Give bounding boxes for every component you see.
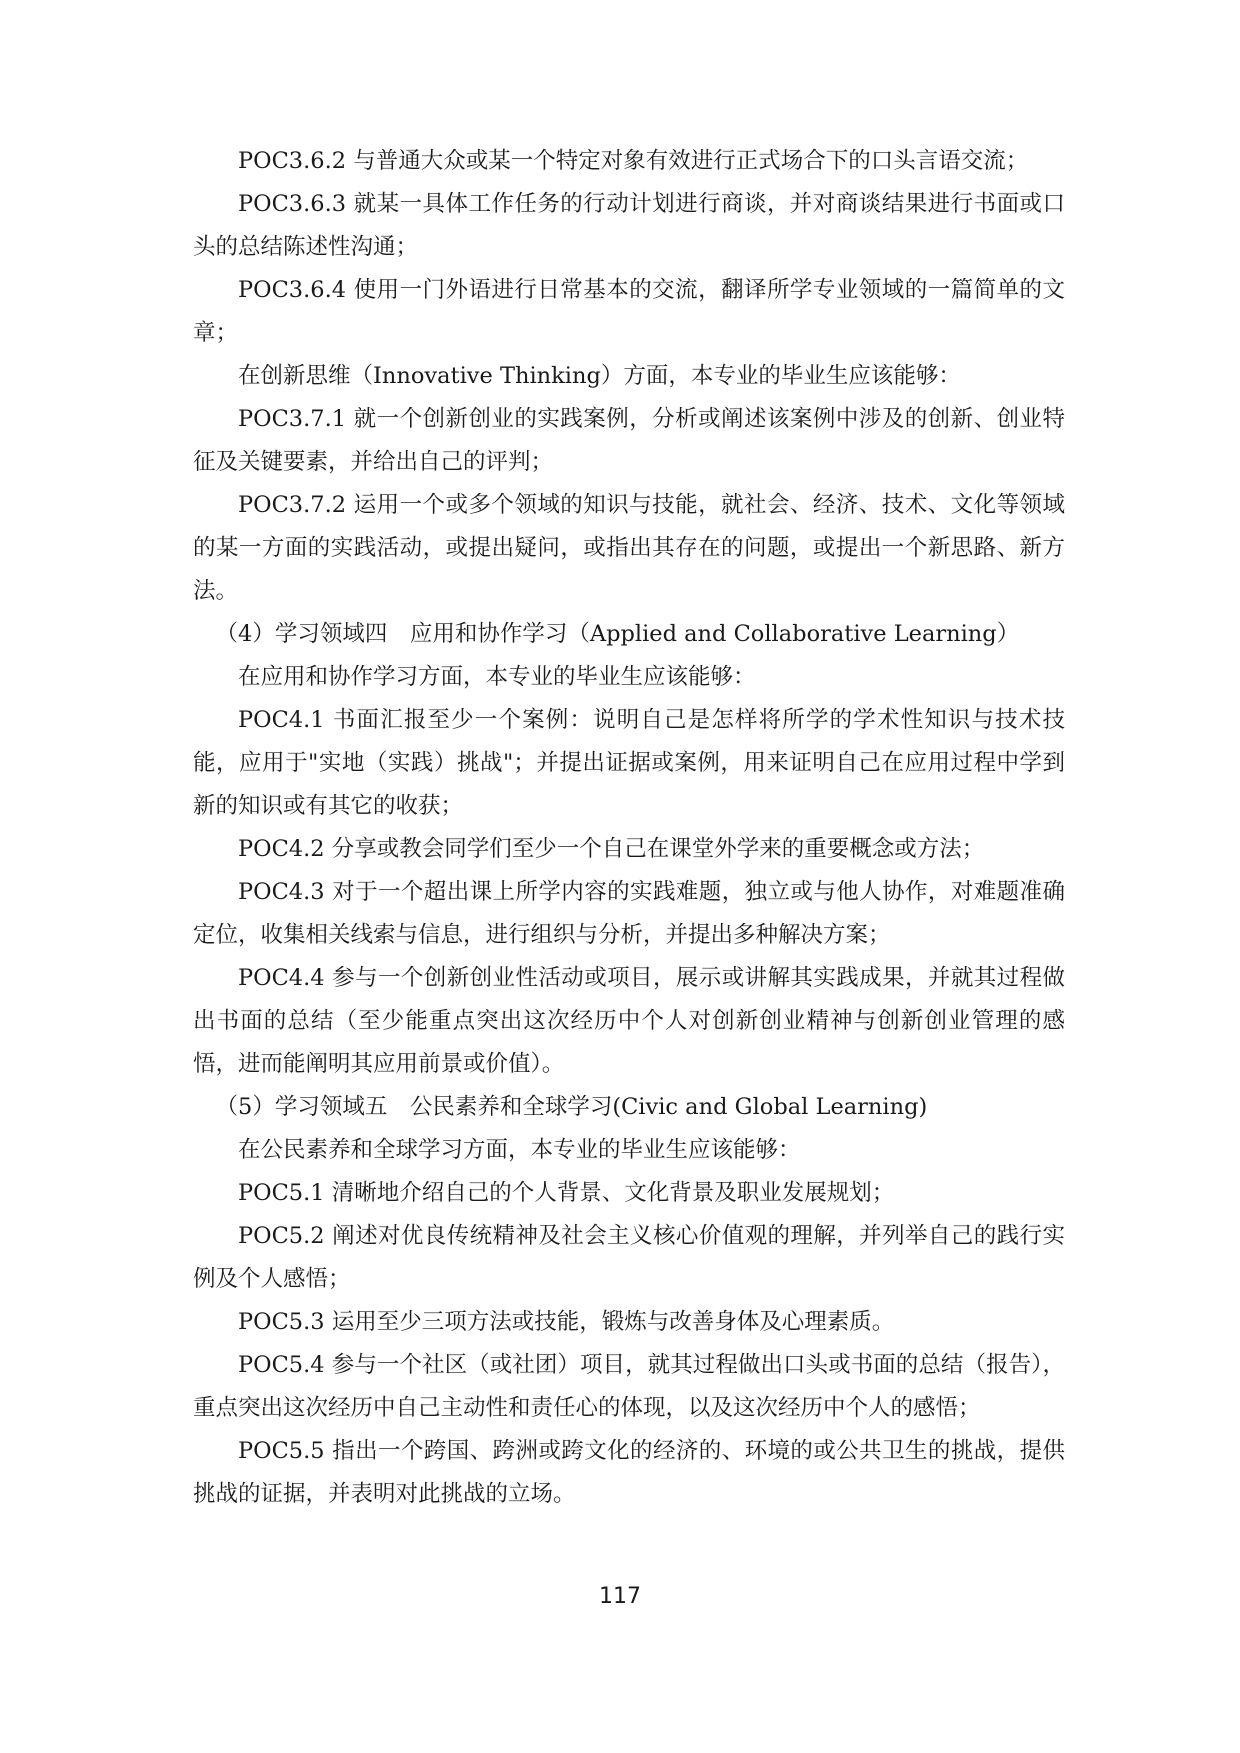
paragraph-poc3-7-2: POC3.7.2 运用一个或多个领域的知识与技能，就社会、经济、技术、文化等领域的某一方面的实践活动，或提出疑问，或指出其存在的问题，或提出一个新思路、新方法。 [193, 492, 1065, 604]
paragraph-poc3-6-2: POC3.6.2 与普通大众或某一个特定对象有效进行正式场合下的口头言语交流； [238, 148, 1029, 174]
paragraph-poc4-4: POC4.4 参与一个创新创业性活动或项目，展示或讲解其实践成果，并就其过程做出书面的总结（至少能重点突出这次经历中个人对创新创业精神与创新创业管理的感悟，进而能阐明其应用前景或价值）。 [193, 965, 1065, 1077]
paragraph-poc4-2: POC4.2 分享或教会同学们至少一个自己在课堂外学来的重要概念或方法； [238, 836, 985, 862]
paragraph-poc4-3: POC4.3 对于一个超出课上所学内容的实践难题，独立或与他人协作，对难题准确定位，收集相关线索与信息，进行组织与分析，并提出多种解决方案； [193, 879, 1065, 948]
paragraph-civic-learning-intro: 在公民素养和全球学习方面，本专业的毕业生应该能够： [238, 1137, 801, 1163]
paragraph-poc5-2: POC5.2 阐述对优良传统精神及社会主义核心价值观的理解，并列举自己的践行实例及个人感悟； [193, 1223, 1065, 1292]
section-heading-4: （4）学习领域四 应用和协作学习（Applied and Collaborative Learning） [215, 621, 1020, 647]
paragraph-innovative-thinking-intro: 在创新思维（Innovative Thinking）方面，本专业的毕业生应该能够： [238, 363, 961, 389]
document-body [193, 140, 1065, 1516]
paragraph-poc5-3: POC5.3 运用至少三项方法或技能，锻炼与改善身体及心理素质。 [238, 1309, 895, 1335]
page-number: 117 [599, 1584, 641, 1609]
paragraph-applied-learning-intro: 在应用和协作学习方面，本专业的毕业生应该能够： [238, 664, 756, 690]
section-heading-5: （5）学习领域五 公民素养和全球学习(Civic and Global Learning) [215, 1094, 928, 1120]
paragraph-poc3-7-1: POC3.7.1 就一个创新创业的实践案例，分析或阐述该案例中涉及的创新、创业特征及关键要素，并给出自己的评判； [193, 406, 1065, 475]
paragraph-poc5-5: POC5.5 指出一个跨国、跨洲或跨文化的经济的、环境的或公共卫生的挑战，提供挑战的证据，并表明对此挑战的立场。 [193, 1438, 1065, 1507]
paragraph-poc5-1: POC5.1 清晰地介绍自己的个人背景、文化背景及职业发展规划； [238, 1180, 895, 1206]
paragraph-poc4-1: POC4.1 书面汇报至少一个案例：说明自己是怎样将所学的学术性知识与技术技能，应用于"实地（实践）挑战"；并提出证据或案例，用来证明自己在应用过程中学到新的知识或有其它的收获； [193, 707, 1065, 819]
paragraph-poc3-6-3: POC3.6.3 就某一具体工作任务的行动计划进行商谈，并对商谈结果进行书面或口头的总结陈述性沟通； [193, 191, 1065, 260]
paragraph-poc3-6-4: POC3.6.4 使用一门外语进行日常基本的交流，翻译所学专业领域的一篇简单的文章； [193, 277, 1065, 346]
paragraph-poc5-4: POC5.4 参与一个社区（或社团）项目，就其过程做出口头或书面的总结（报告），重点突出这次经历中自己主动性和责任心的体现，以及这次经历中个人的感悟； [193, 1352, 1065, 1421]
